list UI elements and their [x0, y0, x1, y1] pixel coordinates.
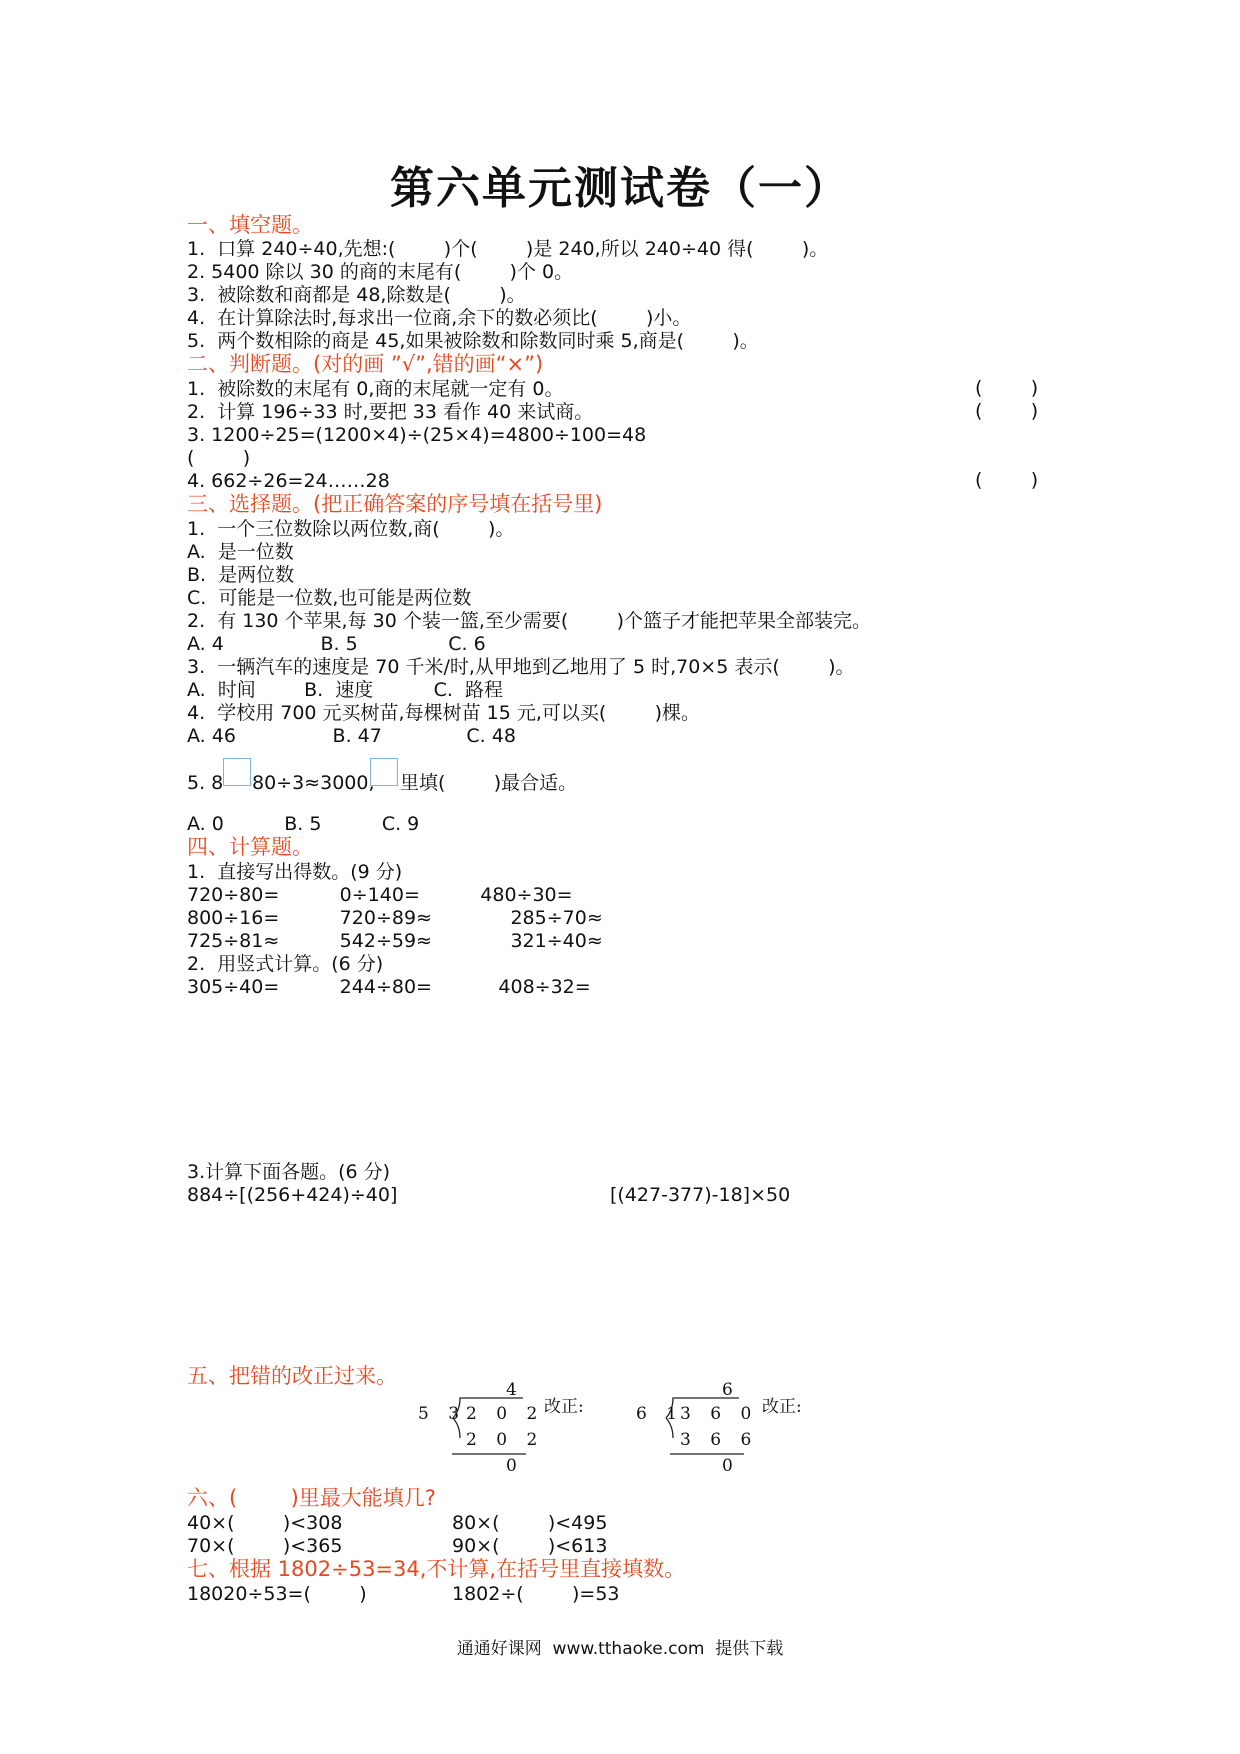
- question-text: 1. 直接写出得数。(9 分): [187, 861, 403, 883]
- question-text: 里填( )最合适。: [400, 772, 578, 794]
- divisor: 5 3: [418, 1404, 467, 1424]
- correction-label: 改正:: [544, 1397, 584, 1417]
- question-text: 3.计算下面各题。(6 分): [187, 1161, 391, 1183]
- question-text: 4. 在计算除法时,每求出一位商,余下的数必须比( )小。: [187, 307, 692, 329]
- question-text: 3. 被除数和商都是 48,除数是( )。: [187, 284, 526, 306]
- blank-box: [370, 758, 398, 786]
- equation: 1802÷( )=53: [452, 1583, 620, 1605]
- divisor: 6 1: [636, 1404, 685, 1424]
- question-text: 4. 学校用 700 元买树苗,每棵树苗 15 元,可以买( )棵。: [187, 702, 701, 724]
- section-heading-fill-directly: 七、根据 1802÷53=34,不计算,在括号里直接填数。: [187, 1557, 686, 1581]
- question-text: 1. 一个三位数除以两位数,商( )。: [187, 518, 515, 540]
- section-heading-correct-errors: 五、把错的改正过来。: [187, 1364, 397, 1388]
- long-division-1: [418, 1380, 545, 1488]
- calc-expression: 884÷[(256+424)÷40]: [187, 1184, 398, 1206]
- question-text: 4. 662÷26=24……28: [187, 470, 390, 492]
- calc-row: 800÷16= 720÷89≈ 285÷70≈: [187, 907, 603, 929]
- correction-label: 改正:: [762, 1397, 802, 1417]
- choice-options: A. 时间 B. 速度 C. 路程: [187, 679, 504, 701]
- page-title: 第六单元测试卷（一）: [390, 163, 850, 214]
- question-text: 5. 8: [187, 772, 224, 794]
- answer-paren: ( ): [975, 400, 1039, 422]
- calc-expression: [(427-377)-18]×50: [610, 1184, 791, 1206]
- answer-paren: ( ): [975, 377, 1039, 399]
- product: 3 6 6: [680, 1430, 759, 1450]
- calc-row: 725÷81≈ 542÷59≈ 321÷40≈: [187, 930, 603, 952]
- section-heading-multiple-choice: 三、选择题。(把正确答案的序号填在括号里): [187, 492, 603, 516]
- choice-options: A. 4 B. 5 C. 6: [187, 633, 486, 655]
- section-heading-calculation: 四、计算题。: [187, 835, 313, 859]
- question-text: 2. 5400 除以 30 的商的末尾有( )个 0。: [187, 261, 574, 283]
- question-text: 2. 计算 196÷33 时,要把 33 看作 40 来试商。: [187, 401, 594, 423]
- choice-option: C. 可能是一位数,也可能是两位数: [187, 587, 472, 609]
- quotient: 6: [722, 1380, 740, 1400]
- choice-options: A. 46 B. 47 C. 48: [187, 725, 516, 747]
- calc-row: 720÷80= 0÷140= 480÷30=: [187, 884, 573, 906]
- question-text: 1. 被除数的末尾有 0,商的末尾就一定有 0。: [187, 378, 564, 400]
- product: 2 0 2: [466, 1430, 545, 1450]
- choice-options: A. 0 B. 5 C. 9: [187, 813, 420, 835]
- question-text: 2. 有 130 个苹果,每 30 个装一篮,至少需要( )个篮子才能把苹果全部装完。: [187, 610, 872, 632]
- answer-paren: ( ): [187, 447, 251, 469]
- section-heading-fill-in: 一、填空题。: [187, 213, 313, 237]
- calc-row: 305÷40= 244÷80= 408÷32=: [187, 976, 591, 998]
- question-text: 2. 用竖式计算。(6 分): [187, 953, 384, 975]
- blank-box: [223, 758, 251, 786]
- question-text: 80÷3≈3000,: [252, 772, 375, 794]
- inequality: 90×( )<613: [452, 1535, 608, 1557]
- inequality: 70×( )<365: [187, 1535, 343, 1557]
- inequality: 40×( )<308: [187, 1512, 343, 1534]
- section-heading-max-digit: 六、( )里最大能填几?: [187, 1486, 436, 1510]
- dividend: 2 0 2: [466, 1404, 545, 1424]
- answer-paren: ( ): [975, 469, 1039, 491]
- inequality: 80×( )<495: [452, 1512, 608, 1534]
- remainder: 0: [506, 1456, 524, 1476]
- long-division-2: [634, 1380, 759, 1488]
- section-heading-true-false: 二、判断题。(对的画 ”√”,错的画“×”): [187, 352, 544, 376]
- dividend: 3 6 0: [680, 1404, 759, 1424]
- question-text: 5. 两个数相除的商是 45,如果被除数和除数同时乘 5,商是( )。: [187, 330, 759, 352]
- question-text: 3. 1200÷25=(1200×4)÷(25×4)=4800÷100=48: [187, 424, 647, 446]
- choice-option: A. 是一位数: [187, 541, 294, 563]
- question-text: 3. 一辆汽车的速度是 70 千米/时,从甲地到乙地用了 5 时,70×5 表示( )。: [187, 656, 855, 678]
- quotient: 4: [506, 1380, 524, 1400]
- choice-option: B. 是两位数: [187, 564, 295, 586]
- footer-source: 通通好课网 www.tthaoke.com 提供下载: [456, 1639, 784, 1659]
- remainder: 0: [722, 1456, 740, 1476]
- question-text: 1. 口算 240÷40,先想:( )个( )是 240,所以 240÷40 得( )。: [187, 238, 829, 260]
- equation: 18020÷53=( ): [187, 1583, 367, 1605]
